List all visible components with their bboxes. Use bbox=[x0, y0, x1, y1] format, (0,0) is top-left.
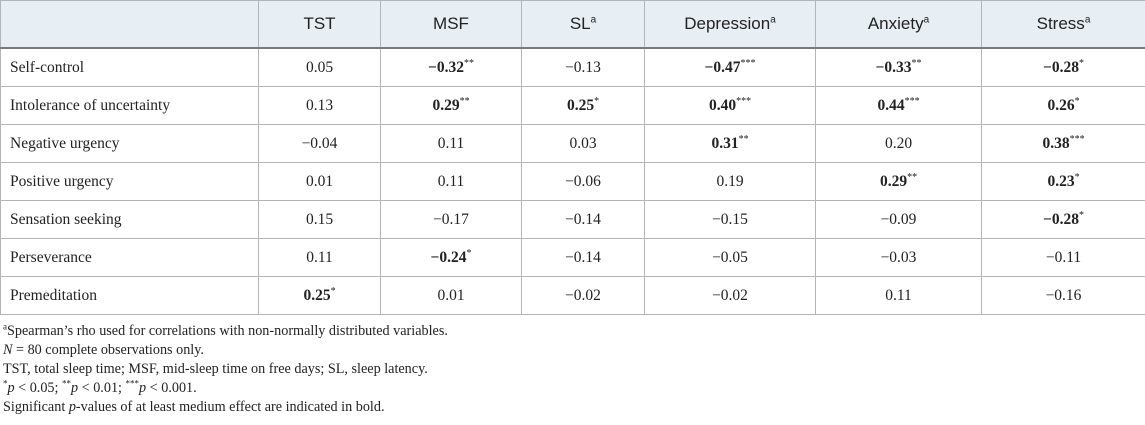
cell-value: 0.25 bbox=[303, 286, 331, 304]
table-row bbox=[1, 201, 1145, 239]
cell-anxiety bbox=[816, 201, 982, 239]
cell-stress bbox=[982, 48, 1145, 87]
cell-value: 0.11 bbox=[437, 172, 465, 190]
significance-marker: * bbox=[466, 247, 472, 259]
cell-tst bbox=[259, 163, 381, 201]
cell-depression bbox=[645, 125, 816, 163]
cell-stress bbox=[982, 125, 1145, 163]
cell-tst bbox=[259, 201, 381, 239]
cell-depression bbox=[645, 201, 816, 239]
cell-sl bbox=[522, 48, 645, 87]
cell-msf bbox=[381, 48, 522, 87]
cell-tst bbox=[259, 277, 381, 315]
cell-value: −0.16 bbox=[1045, 286, 1082, 304]
cell-msf bbox=[381, 125, 522, 163]
cell-depression bbox=[645, 87, 816, 125]
cell-value: 0.01 bbox=[437, 286, 465, 304]
significance-marker: * bbox=[1074, 171, 1080, 183]
cell-anxiety bbox=[816, 48, 982, 87]
significance-marker: * bbox=[330, 285, 336, 297]
cell-value: 0.29 bbox=[879, 172, 908, 190]
cell-tst bbox=[259, 239, 381, 277]
significance-marker: ** bbox=[738, 133, 749, 145]
table-footnotes bbox=[3, 322, 448, 417]
significance-marker: *** bbox=[904, 95, 920, 107]
cell-value: 0.40 bbox=[708, 96, 737, 114]
significance-marker: ** bbox=[463, 57, 474, 69]
cell-msf bbox=[381, 87, 522, 125]
cell-anxiety bbox=[816, 125, 982, 163]
cell-msf bbox=[381, 239, 522, 277]
cell-tst bbox=[259, 125, 381, 163]
cell-depression bbox=[645, 163, 816, 201]
cell-value: −0.14 bbox=[565, 248, 601, 266]
cell-value: −0.02 bbox=[565, 286, 601, 304]
row-label: Positive urgency bbox=[1, 163, 259, 201]
row-label: Self-control bbox=[1, 48, 259, 87]
cell-value: 0.05 bbox=[305, 58, 334, 76]
cell-value: −0.28 bbox=[1043, 210, 1079, 228]
cell-msf bbox=[381, 163, 522, 201]
cell-sl bbox=[522, 277, 645, 315]
cell-value: −0.13 bbox=[565, 58, 601, 76]
col-header-msf: MSF bbox=[381, 1, 522, 49]
cell-value: 0.19 bbox=[716, 172, 744, 190]
cell-stress bbox=[982, 277, 1145, 315]
cell-anxiety bbox=[816, 163, 982, 201]
significance-marker: ** bbox=[459, 95, 470, 107]
table-row bbox=[1, 87, 1145, 125]
cell-value: −0.24 bbox=[430, 248, 467, 266]
cell-stress bbox=[982, 163, 1145, 201]
cell-value: 0.44 bbox=[877, 96, 905, 114]
cell-value: 0.03 bbox=[569, 134, 597, 152]
cell-value: −0.47 bbox=[704, 58, 741, 76]
significance-marker: *** bbox=[736, 95, 752, 107]
cell-value: 0.31 bbox=[711, 134, 739, 152]
significance-marker: *** bbox=[740, 57, 756, 69]
significance-marker: ** bbox=[911, 57, 922, 69]
cell-value: 0.20 bbox=[884, 134, 913, 152]
cell-sl bbox=[522, 163, 645, 201]
cell-value: −0.33 bbox=[875, 58, 912, 76]
footnote-abbreviations: TST, total sleep time; MSF, mid-sleep time on free days; SL, sleep latency. bbox=[3, 361, 428, 377]
cell-value: 0.29 bbox=[432, 96, 460, 114]
footnote-significance: *p < 0.05; **p < 0.01; ***p < 0.001. bbox=[3, 378, 197, 396]
cell-tst bbox=[259, 48, 381, 87]
cell-value: −0.06 bbox=[565, 172, 601, 190]
col-header-depression: Depression$^a$ bbox=[645, 1, 816, 49]
cell-anxiety bbox=[816, 87, 982, 125]
cell-value: 0.25 bbox=[566, 96, 595, 114]
cell-stress bbox=[982, 239, 1145, 277]
cell-value: −0.03 bbox=[880, 248, 917, 266]
cell-depression bbox=[645, 277, 816, 315]
cell-sl bbox=[522, 239, 645, 277]
cell-value: 0.11 bbox=[885, 286, 912, 304]
cell-stress bbox=[982, 201, 1145, 239]
cell-sl bbox=[522, 201, 645, 239]
cell-value: 0.11 bbox=[437, 134, 465, 152]
cell-sl bbox=[522, 87, 645, 125]
col-header-sl: $SL^a$ bbox=[522, 1, 645, 49]
cell-value: 0.01 bbox=[305, 172, 334, 190]
cell-anxiety bbox=[816, 277, 982, 315]
cell-value: −0.09 bbox=[880, 210, 917, 228]
cell-value: 0.23 bbox=[1047, 172, 1075, 190]
significance-marker: * bbox=[594, 95, 600, 107]
footnote-spearman: $^a$Spearman’s rho used for correlations with non-normally distributed variables. bbox=[3, 321, 448, 339]
cell-value: −0.11 bbox=[1045, 248, 1082, 266]
cell-value: −0.14 bbox=[565, 210, 601, 228]
cell-value: −0.17 bbox=[433, 210, 469, 228]
cell-sl bbox=[522, 125, 645, 163]
cell-depression bbox=[645, 239, 816, 277]
cell-value: −0.28 bbox=[1043, 58, 1079, 76]
cell-value: 0.26 bbox=[1047, 96, 1075, 114]
table-row bbox=[1, 277, 1145, 315]
col-header-stress: Stress$^a$ bbox=[982, 1, 1145, 49]
table-header bbox=[1, 1, 1145, 49]
cell-msf bbox=[381, 277, 522, 315]
cell-value: 0.15 bbox=[305, 210, 334, 228]
cell-value: −0.32 bbox=[428, 58, 464, 76]
table-row bbox=[1, 48, 1145, 87]
cell-value: −0.05 bbox=[712, 248, 748, 266]
row-label: Intolerance of uncertainty bbox=[1, 87, 259, 125]
cell-value: −0.15 bbox=[712, 210, 748, 228]
cell-depression bbox=[645, 48, 816, 87]
table-row bbox=[1, 239, 1145, 277]
col-header-tst: TST bbox=[259, 1, 381, 49]
row-label: Negative urgency bbox=[1, 125, 259, 163]
cell-value: 0.11 bbox=[306, 248, 333, 266]
significance-marker: * bbox=[1078, 57, 1084, 69]
significance-marker: * bbox=[1078, 209, 1084, 221]
header-row bbox=[1, 1, 1145, 49]
table-body bbox=[1, 48, 1145, 315]
table-row bbox=[1, 163, 1145, 201]
table-row bbox=[1, 125, 1145, 163]
cell-value: −0.02 bbox=[712, 286, 748, 304]
cell-tst bbox=[259, 87, 381, 125]
row-label: Perseverance bbox=[1, 239, 259, 277]
cell-value: 0.13 bbox=[305, 96, 334, 114]
cell-stress bbox=[982, 87, 1145, 125]
significance-marker: *** bbox=[1069, 133, 1085, 145]
header-corner bbox=[1, 1, 259, 49]
col-header-anxiety: Anxiety$^a$ bbox=[816, 1, 982, 49]
significance-marker: * bbox=[1074, 95, 1080, 107]
cell-value: 0.38 bbox=[1042, 134, 1070, 152]
row-label: Sensation seeking bbox=[1, 201, 259, 239]
cell-anxiety bbox=[816, 239, 982, 277]
row-label: Premeditation bbox=[1, 277, 259, 315]
footnote-bold-note: Significant p-values of at least medium effect are indicated in bold. bbox=[3, 399, 385, 415]
significance-marker: ** bbox=[907, 171, 918, 183]
cell-value: −0.04 bbox=[301, 134, 338, 152]
footnote-sample-size: N = 80 complete observations only. bbox=[3, 342, 204, 358]
cell-msf bbox=[381, 201, 522, 239]
